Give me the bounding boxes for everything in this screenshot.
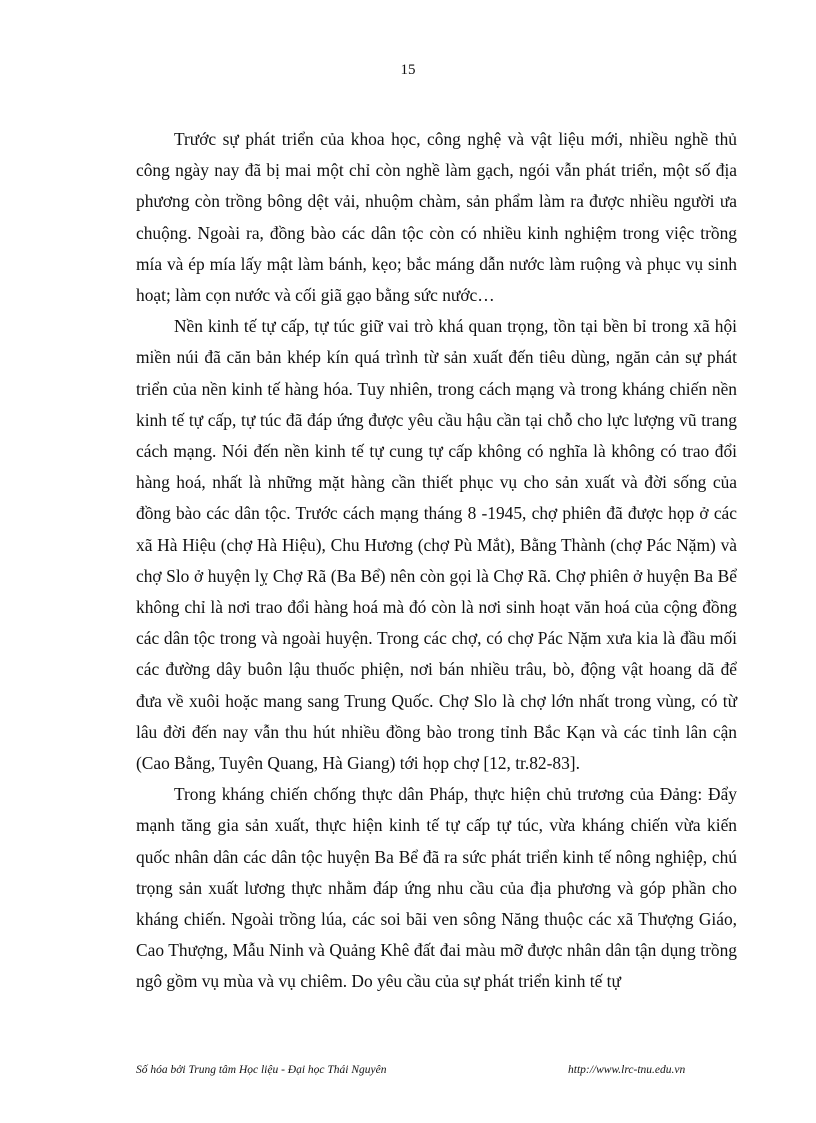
paragraph-subsistence-economy: Nền kinh tế tự cấp, tự túc giữ vai trò khá quan trọng, tồn tại bền bỉ trong xã hội miền núi đã căn bản khép kín quá trình từ sản xuất đến tiêu dùng, ngăn cản sự phát triển của nền kinh tế hàng hóa. Tuy nhiên, trong cách mạng và trong kháng chiến nền kinh tế tự cấp, tự túc đã đáp ứng được yêu cầu hậu cần tại chỗ cho lực lượng vũ trang cách mạng. Nói đến nền kinh tế tự cung tự cấp không có nghĩa là không có trao đổi hàng hoá, nhất là những mặt hàng cần thiết phục vụ cho sản xuất và đời sống của đồng bào các dân tộc. Trước cách mạng tháng 8 -1945, chợ phiên đã được họp ở các xã Hà Hiệu (chợ Hà Hiệu), Chu Hương (chợ Pù Mắt), Bằng Thành (chợ Pác Nặm) và chợ Slo ở huyện lỵ Chợ Rã (Ba Bể) nên còn gọi là Chợ Rã. Chợ phiên ở huyện Ba Bể không chỉ là nơi trao đổi hàng hoá mà đó còn là nơi sinh hoạt văn hoá của cộng đồng các dân tộc trong và ngoài huyện. Trong các chợ, có chợ Pác Nặm xưa kia là đầu mối các đường dây buôn lậu thuốc phiện, nơi bán nhiều trâu, bò, động vật hoang dã để đưa về xuôi hoặc mang sang Trung Quốc. Chợ Slo là chợ lớn nhất trong vùng, có từ lâu đời đến nay vẫn thu hút nhiều đồng bào trong tỉnh Bắc Kạn và các tỉnh lân cận (Cao Bằng, Tuyên Quang, Hà Giang) tới họp chợ [12, tr.82-83]. bbox=[136, 316, 737, 774]
footer-url[interactable]: http://www.lrc-tnu.edu.vn bbox=[568, 1064, 686, 1076]
paragraph-resistance-war: Trong kháng chiến chống thực dân Pháp, thực hiện chủ trương của Đảng: Đẩy mạnh tăng gia sản xuất, thực hiện kinh tế tự cấp tự túc, vừa kháng chiến vừa kiến quốc nhân dân các dân tộc huyện Ba Bể đã ra sức phát triển kinh tế nông nghiệp, chú trọng sản xuất lương thực nhằm đáp ứng nhu cầu của địa phương và góp phần cho kháng chiến. Ngoài trồng lúa, các soi bãi ven sông Năng thuộc các xã Thượng Giáo, Cao Thượng, Mẫu Ninh và Quảng Khê đất đai màu mỡ được nhân dân tận dụng trồng ngô gồm vụ mùa và vụ chiêm. Do yêu cầu của sự phát triển kinh tế tự bbox=[136, 784, 737, 992]
body-text bbox=[136, 124, 737, 998]
footer-digitized-by: Số hóa bởi Trung tâm Học liệu - Đại học Thái Nguyên bbox=[136, 1064, 387, 1076]
page-number: 15 bbox=[400, 62, 416, 78]
paragraph-traditional-crafts: Trước sự phát triển của khoa học, công nghệ và vật liệu mới, nhiều nghề thủ công ngày nay đã bị mai một chỉ còn nghề làm gạch, ngói vẫn phát triển, một số địa phương còn trồng bông dệt vải, nhuộm chàm, sản phẩm làm ra được nhiều người ưa chuộng. Ngoài ra, đồng bào các dân tộc còn có nhiều kinh nghiệm trong việc trồng mía và ép mía lấy mật làm bánh, kẹo; bắc máng dẫn nước làm ruộng và phục vụ sinh hoạt; làm cọn nước và cối giã gạo bằng sức nước… bbox=[136, 129, 737, 306]
